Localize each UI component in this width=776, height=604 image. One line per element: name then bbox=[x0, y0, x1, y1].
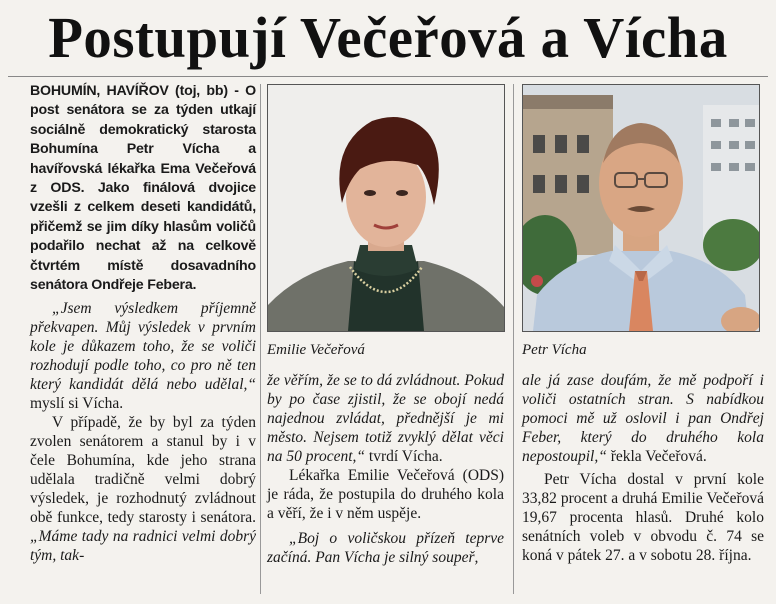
article-paragraph-2 bbox=[30, 413, 256, 565]
photo-emilie-vecerova bbox=[267, 84, 505, 332]
article-quote-2 bbox=[267, 371, 504, 466]
photo-petr-vicha bbox=[522, 84, 760, 332]
article-column-1 bbox=[30, 82, 256, 565]
portrait-man-image bbox=[523, 85, 759, 331]
quote-text: „Jsem výsledkem příjemně překvapen. Můj výsledek v prvním kole je důkazem toho, že se voliči rozhodují podle toho, co pro ně ten který kandidát dělá nebo udělal,“ bbox=[30, 300, 256, 394]
quote-attribution: tvrdí Vícha. bbox=[365, 448, 443, 465]
quote-text: „Máme tady na radnici velmi dobrý tým, tak- bbox=[30, 528, 256, 565]
quote-text: ale já zase doufám, že mě podpoří i voliči ostatních stran. S nabídkou pomoci mě už oslovil i pan Ondřej Feber, který do druhého kola nepostoupil,“ bbox=[522, 372, 764, 465]
headline: Postupují Večeřová a Vícha bbox=[48, 5, 728, 70]
article-lead: BOHUMÍN, HAVÍŘOV (toj, bb) - O post senátora se za týden utkají sociálně demokratický starosta Bohumína Petr Vícha a havířovská lékařka Ema Večeřová z ODS. Jako finálová dvojice vzešli z celkem deseti kandidátů, přičemž se jim díky hlasům voličů podařilo nechat až na celkově čtvrtém místě dosavadního senátora Ondřeje Febera. bbox=[30, 83, 256, 294]
article-column-3 bbox=[522, 371, 764, 565]
portrait-woman-image bbox=[268, 85, 504, 331]
article-paragraph-4: Petr Vícha dostal v první kole 33,82 procent a druhá Emilie Večeřová 19,67 procenta hlasů. Druhé kolo senátních voleb v obvodu č. 74 se koná v pátek 27. a v sobotu 28. října. bbox=[522, 471, 764, 564]
article-quote-3: „Boj o voličskou přízeň teprve začíná. Pan Vícha je silný soupeř, bbox=[267, 530, 504, 566]
photo-caption-left: Emilie Večeřová bbox=[267, 342, 365, 358]
paragraph-text: V případě, že by byl za týden zvolen senátorem a stanul by i v čele Bohumína, kde jeho strana udělala tradičně velmi dobrý výsledek, je rozhodnutý zvládnout obě funkce, tedy starosty i senátora. bbox=[30, 414, 256, 527]
headline-rule bbox=[8, 76, 768, 77]
article-column-2 bbox=[267, 371, 504, 567]
column-divider bbox=[260, 84, 261, 594]
photo-caption-right: Petr Vícha bbox=[522, 342, 587, 358]
quote-text: že věřím, že se to dá zvládnout. Pokud by po čase zjistil, že se obojí nedá najednou zvládat, přednější je mi město. Nejsem totiž zvyklý dělat věci na 50 procent,“ bbox=[267, 372, 504, 465]
quote-attribution: řekla Večeřová. bbox=[606, 448, 707, 465]
quote-attribution: myslí si Vícha. bbox=[30, 395, 124, 413]
column-divider bbox=[513, 84, 514, 594]
article-quote-4 bbox=[522, 371, 764, 466]
article-paragraph-3: Lékařka Emilie Večeřová (ODS) je ráda, že postupila do druhého kola a věří, že i v něm uspěje. bbox=[267, 467, 504, 522]
article-quote-1 bbox=[30, 299, 256, 413]
